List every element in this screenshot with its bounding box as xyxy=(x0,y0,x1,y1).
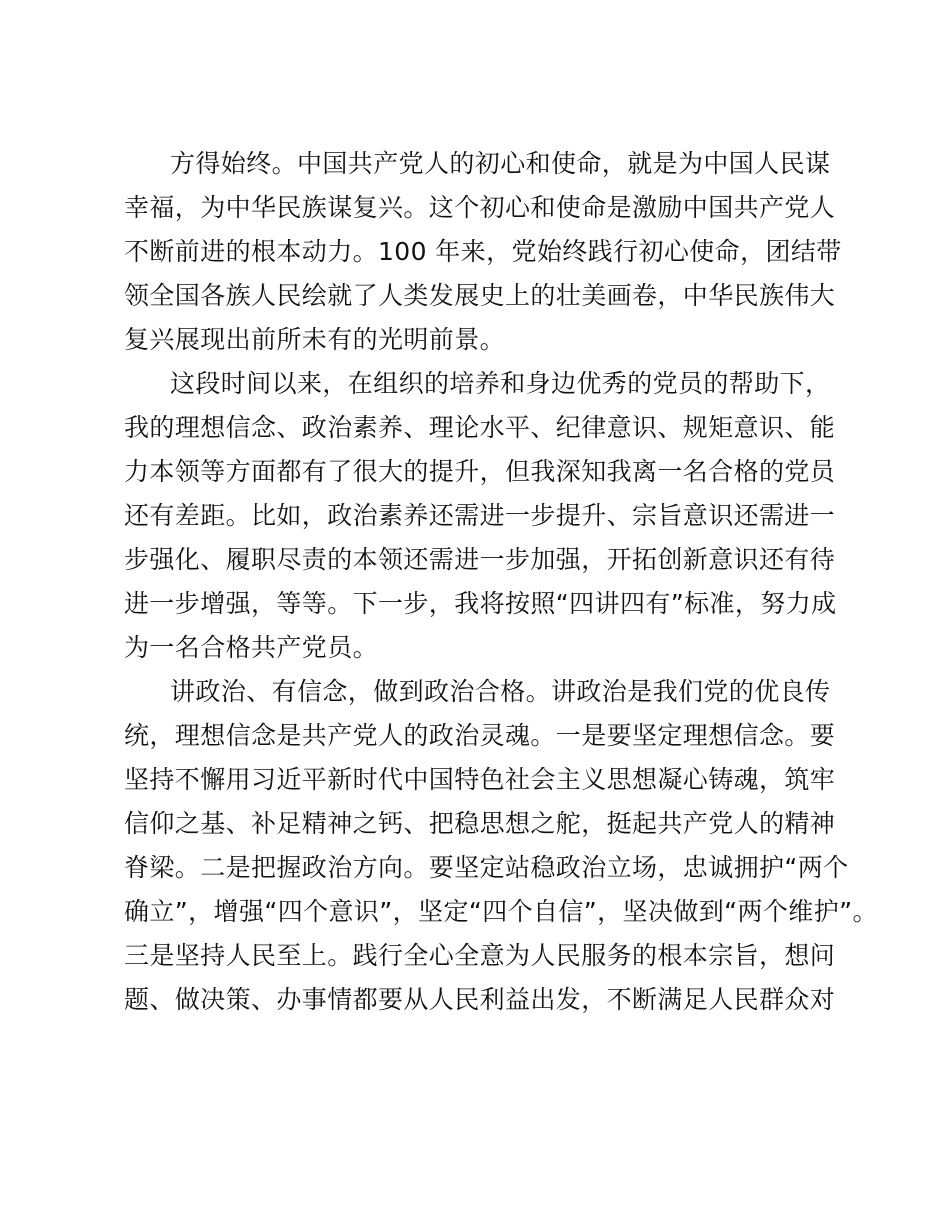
text-line: 进一步增强，等等。下一步，我将按照“四讲四有”标准，努力成 xyxy=(124,589,837,618)
text-line: 信仰之基、补足精神之钙、把稳思想之舵，挺起共产党人的精神 xyxy=(124,809,836,838)
text-line: 方得始终。中国共产党人的初心和使命，就是为中国人民谋 xyxy=(170,149,831,178)
text-line: 统，理想信念是共产党人的政治灵魂。一是要坚定理想信念。要 xyxy=(124,721,836,750)
text-line: 讲政治、有信念，做到政治合格。讲政治是我们党的优良传 xyxy=(170,677,831,706)
text-line: 确立”，增强“四个意识”，坚定“四个自信”，坚决做到“两个维护”。 xyxy=(124,897,878,926)
paragraph-2 xyxy=(124,362,842,670)
paragraph-1 xyxy=(124,142,842,362)
document-body xyxy=(124,142,878,1022)
text-line: 幸福，为中华民族谋复兴。这个初心和使命是激励中国共产党人 xyxy=(124,193,836,222)
text-line: 坚持不懈用习近平新时代中国特色社会主义思想凝心铸魂，筑牢 xyxy=(124,765,836,794)
text-line: 复兴展现出前所未有的光明前景。 xyxy=(124,325,506,354)
text-line: 我的理想信念、政治素养、理论水平、纪律意识、规矩意识、能 xyxy=(124,413,836,442)
text-line: 还有差距。比如，政治素养还需进一步提升、宗旨意识还需进一 xyxy=(124,501,836,530)
text-line: 这段时间以来，在组织的培养和身边优秀的党员的帮助下， xyxy=(170,369,831,398)
text-line: 领全国各族人民绘就了人类发展史上的壮美画卷，中华民族伟大 xyxy=(124,281,836,310)
text-line: 不断前进的根本动力。100 年来，党始终践行初心使命，团结带 xyxy=(124,237,842,266)
text-line: 三是坚持人民至上。践行全心全意为人民服务的根本宗旨，想问 xyxy=(124,941,836,970)
text-line: 题、做决策、办事情都要从人民利益出发，不断满足人民群众对 xyxy=(124,985,836,1014)
text-line: 步强化、履职尽责的本领还需进一步加强，开拓创新意识还有待 xyxy=(124,545,836,574)
text-line: 脊梁。二是把握政治方向。要坚定站稳政治立场，忠诚拥护“两个 xyxy=(124,853,849,882)
text-line: 力本领等方面都有了很大的提升，但我深知我离一名合格的党员 xyxy=(124,457,836,486)
text-line: 为一名合格共产党员。 xyxy=(124,633,379,662)
paragraph-3 xyxy=(124,670,878,1022)
